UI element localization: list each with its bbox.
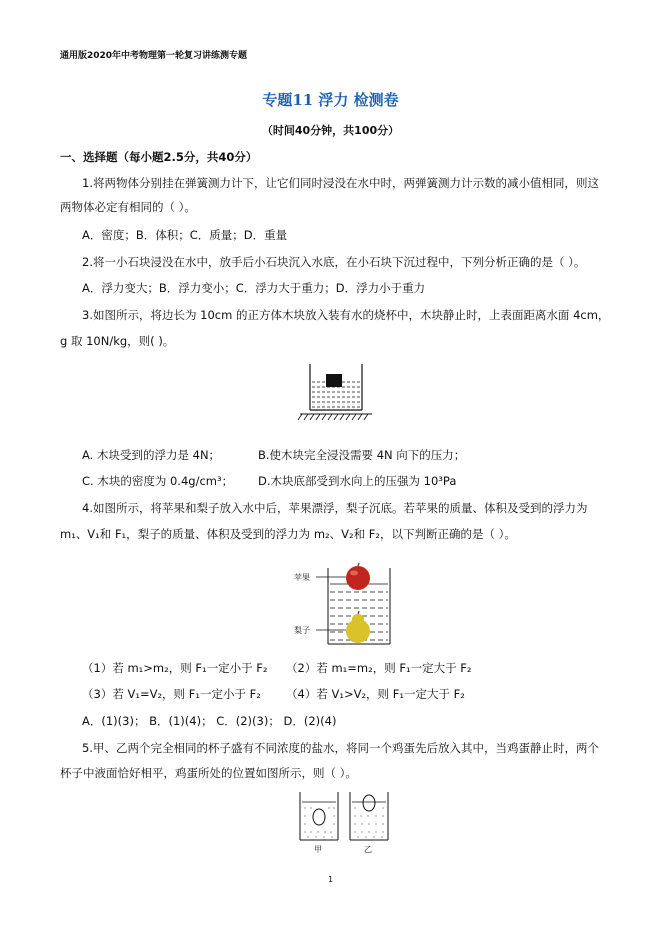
cup-yi — [350, 792, 388, 840]
q4-stem-line1: 4.如图所示，将苹果和梨子放入水中后，苹果漂浮，梨子沉底。若苹果的质量、体积及受到的浮力为 — [82, 501, 588, 515]
egg-icon — [363, 795, 375, 811]
q4-statement-1: （1）若 m₁>m₂，则 F₁一定小于 F₂ — [82, 661, 268, 675]
q4-statement-2: （2）若 m₁=m₂，则 F₁一定大于 F₂ — [286, 661, 472, 675]
q4-stem-line2: m₁、V₁和 F₁，梨子的质量、体积及受到的浮力为 m₂、V₂和 F₂，以下判断正确的是（ ）。 — [60, 527, 516, 541]
q2-options: A．浮力变大；B．浮力变小；C．浮力大于重力；D．浮力小于重力 — [82, 281, 426, 295]
q3-option-d: D.木块底部受到水向上的压强为 10³Pa — [258, 474, 457, 488]
q3-stem-line1: 3.如图所示，将边长为 10cm 的正方体木块放入装有水的烧杯中，木块静止时，上表面距离水面 4cm， — [82, 308, 610, 322]
q5-stem-line2: 杯子中液面恰好相平，鸡蛋所处的位置如图所示，则（ ）。 — [60, 766, 357, 780]
time-note: （时间40分钟，共100分） — [261, 124, 400, 137]
q3-option-a: A. 木块受到的浮力是 4N； — [82, 448, 221, 462]
q1-options: A．密度；B．体积；C．质量；D．重量 — [82, 228, 288, 242]
page-number: 1 — [327, 875, 334, 884]
egg-icon — [313, 809, 325, 825]
q3-option-b: B.使木块完全浸没需要 4N 向下的压力； — [258, 448, 466, 462]
q3-stem-line2: g 取 10N/kg，则( )。 — [60, 334, 175, 348]
egg-cups-figure — [296, 790, 396, 858]
cup-jia-label: 甲 — [314, 845, 322, 854]
document-header: 通用版2020年中考物理第一轮复习讲练测专题 — [60, 51, 248, 61]
q2-stem: 2.将一小石块浸没在水中，放手后小石块沉入水底，在小石块下沉过程中，下列分析正确的是（ ）。 — [82, 255, 586, 269]
q3-option-c: C. 木块的密度为 0.4g/cm³； — [82, 474, 234, 488]
q4-statement-4: （4）若 V₁>V₂，则 F₁一定大于 F₂ — [286, 687, 465, 701]
q1-stem-line2: 两物体必定有相同的（ ）。 — [60, 200, 196, 214]
apple-icon — [346, 566, 370, 590]
pear-label: 梨子 — [294, 626, 310, 635]
q1-stem-line1: 1.将两物体分别挂在弹簧测力计下，让它们同时浸没在水中时，两弹簧测力计示数的减小值相同，则这 — [82, 176, 599, 190]
cup-jia — [300, 792, 338, 840]
q5-stem-line1: 5.甲、乙两个完全相同的杯子盛有不同浓度的盐水，将同一个鸡蛋先后放入其中，当鸡蛋静止时，两个 — [82, 741, 599, 755]
section-heading: 一、选择题（每小题2.5分，共40分） — [60, 150, 258, 164]
q4-options: A．(1)(3)； B．(1)(4)； C．(2)(3)； D．(2)(4) — [82, 714, 337, 728]
wood-block — [326, 374, 342, 387]
q4-statement-3: （3）若 V₁=V₂，则 F₁一定小于 F₂ — [82, 687, 261, 701]
apple-label: 苹果 — [294, 573, 310, 582]
page-title: 专题11 浮力 检测卷 — [262, 91, 399, 109]
apple-pear-figure — [294, 560, 394, 646]
beaker-wood-block-figure — [296, 360, 376, 422]
cup-yi-label: 乙 — [364, 845, 372, 854]
